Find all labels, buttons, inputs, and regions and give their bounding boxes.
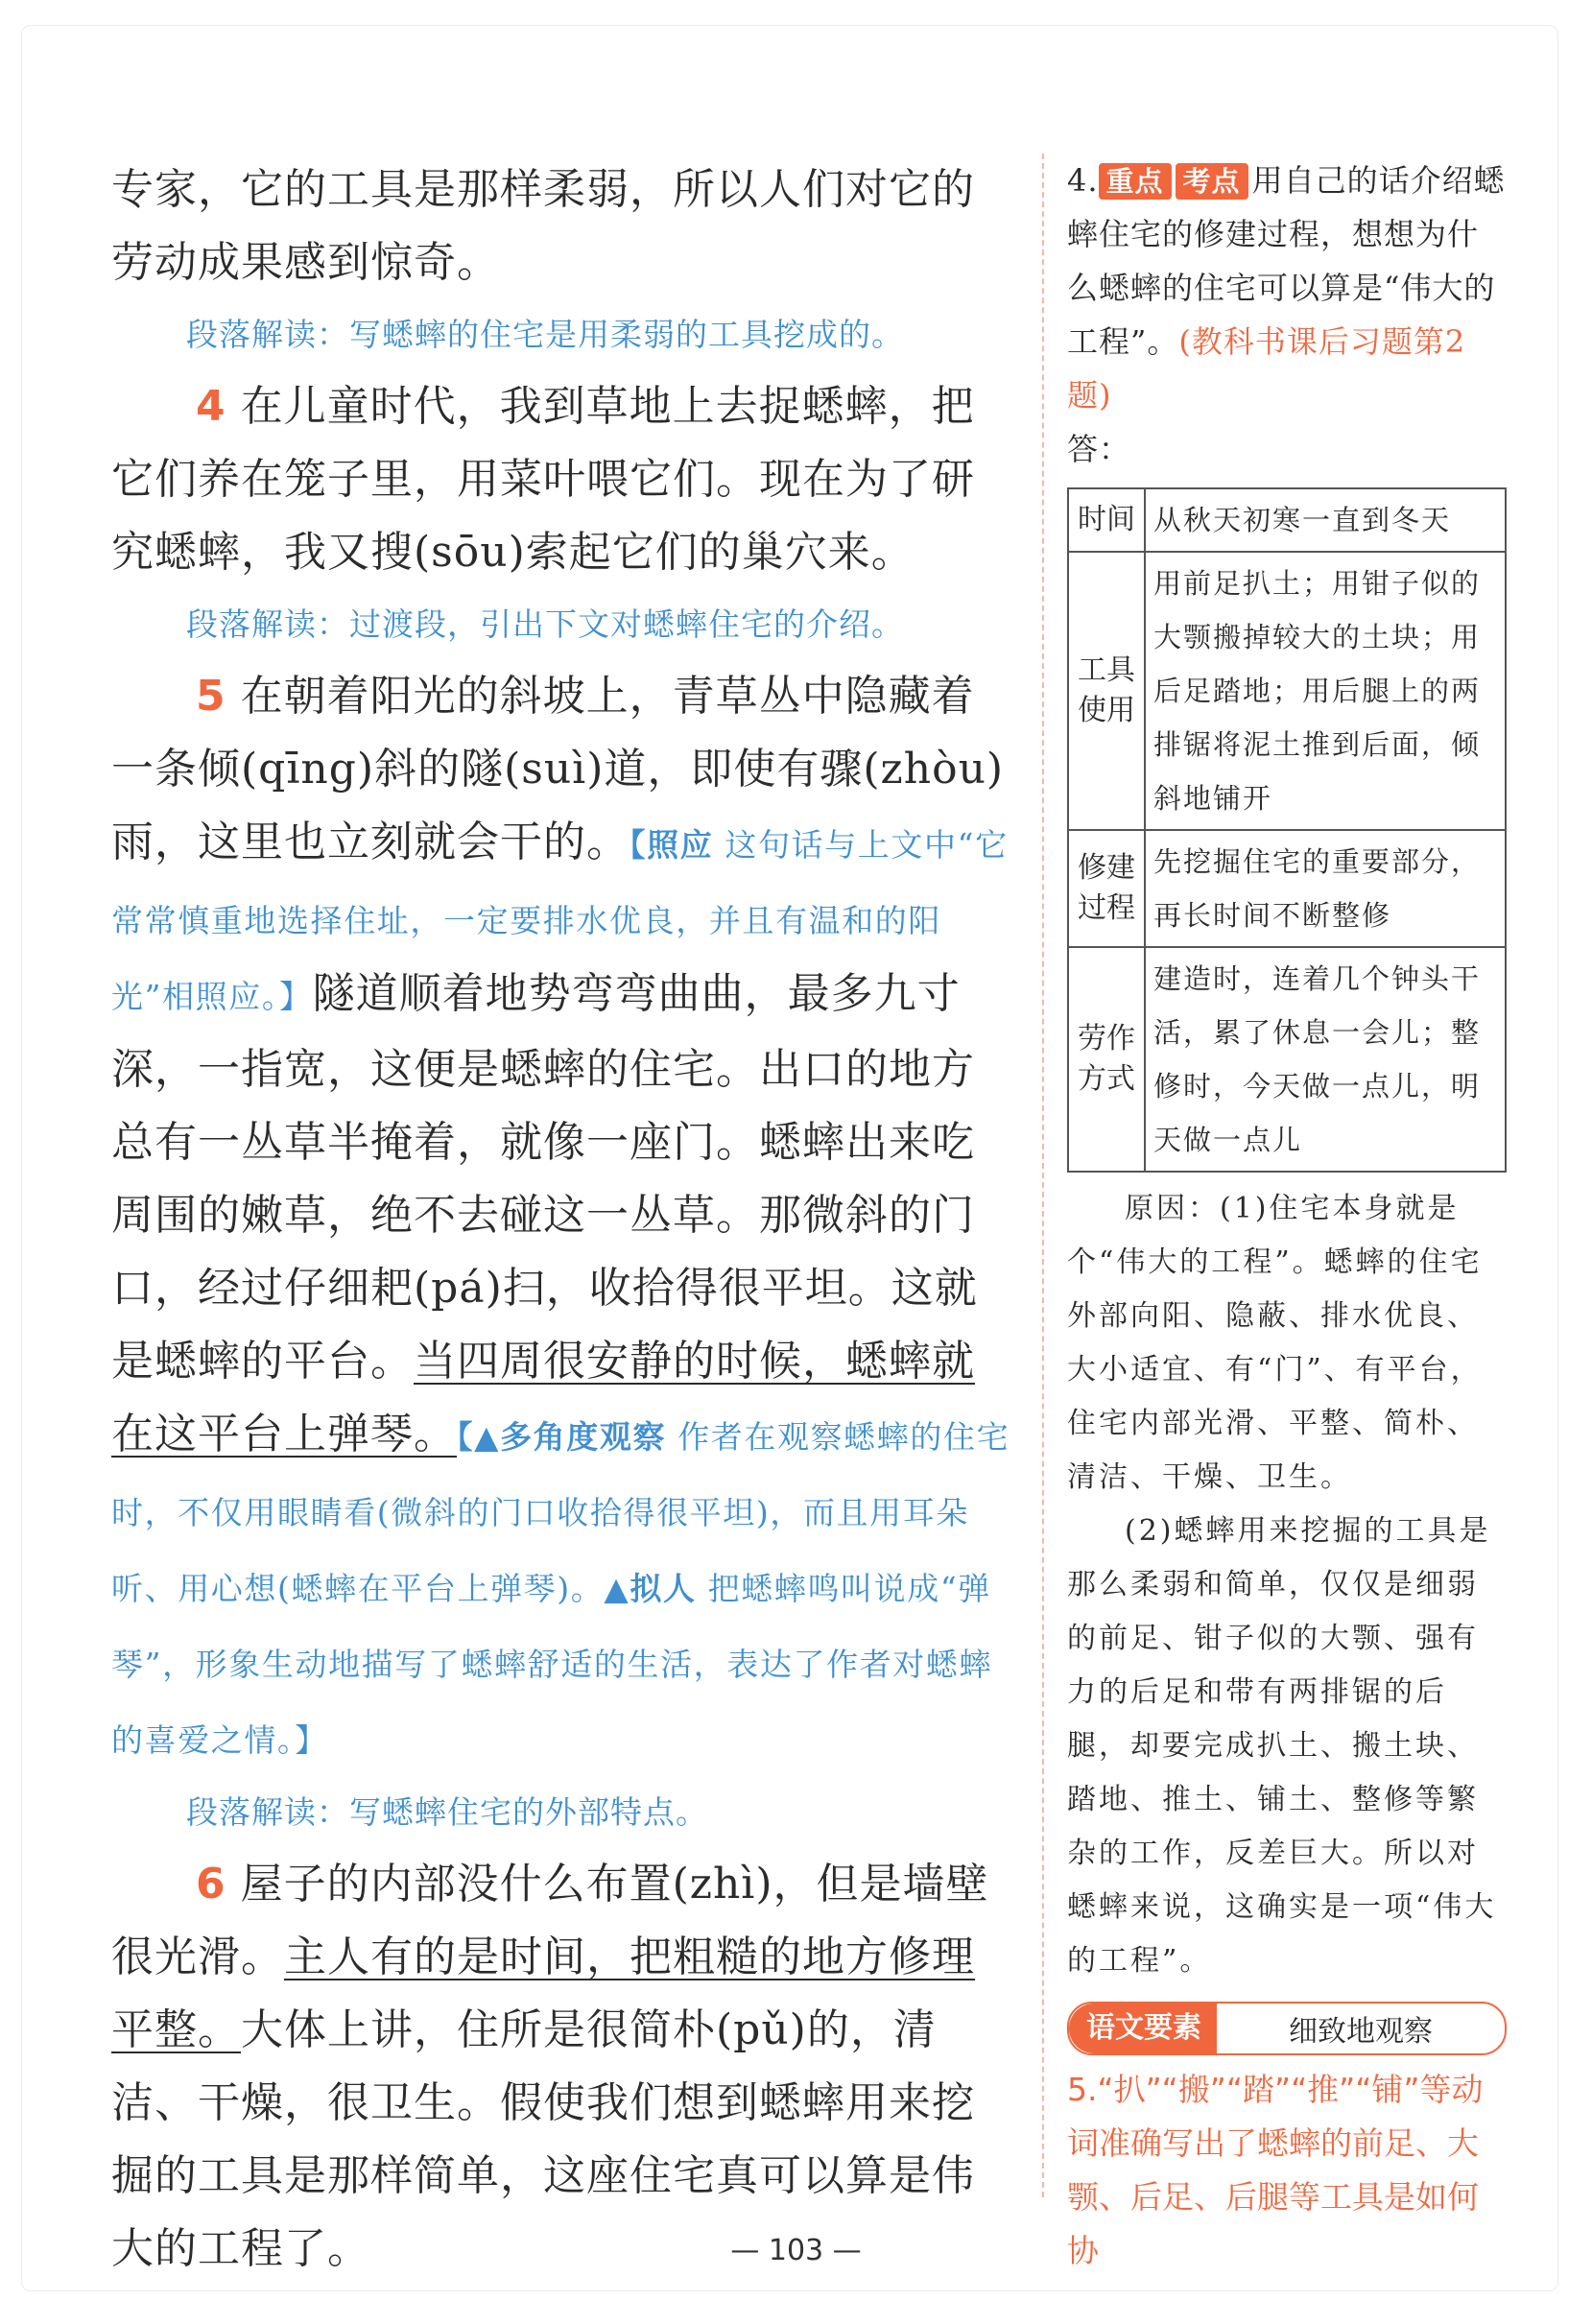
question-4-number: 4. <box>1067 162 1099 199</box>
paragraph-6-text-a: 屋子的内部没什么布置(zhì)，但是墙壁很光滑。 <box>111 1860 989 1981</box>
table-value: 建造时，连着几个钟头干活，累了休息一会儿；整修时，今天做一点儿，明天做一点儿 <box>1145 947 1506 1172</box>
question-5: 5.“扒”“搬”“踏”“推”“铺”等动词准确写出了蟋蟀的前足、大颚、后足、后腿等工具是如何协 <box>1067 2071 1484 2269</box>
paragraph-number-5: 5 <box>196 672 226 721</box>
answer-table <box>1067 487 1507 1173</box>
question-4-source: (教科书课后习题第2题) <box>1067 323 1466 414</box>
reason-1: 原因：(1)住宅本身就是个“伟大的工程”。蟋蟀的住宅外部向阳、隐蔽、排水优良、大小适宜、有“门”、有平台，住宅内部光滑、平整、简朴、清洁、干燥、卫生。 <box>1067 1192 1483 1494</box>
table-row <box>1068 552 1506 830</box>
paragraph-5 <box>111 660 1013 1777</box>
table-value: 先挖掘住宅的重要部分，再长时间不断整修 <box>1145 830 1506 947</box>
annotation-echo-text: 这句话与上文中“它常常慎重地选择住址，一定要排水优良，并且有温和的阳光”相照应。】 <box>111 826 1009 1015</box>
section-banner <box>1067 2002 1507 2055</box>
column-divider <box>1042 154 1044 2197</box>
table-row <box>1068 830 1506 947</box>
table-row <box>1068 947 1506 1172</box>
tag-key-point: 重点 <box>1099 163 1172 200</box>
paragraph-3-summary: 段落解读：写蟋蟀的住宅是用柔弱的工具挖成的。 <box>186 316 904 353</box>
table-key: 劳作方式 <box>1068 947 1145 1172</box>
table-key: 工具使用 <box>1068 552 1145 830</box>
paragraph-5-underlined: 当四周很安静的时候，蟋蟀就在这平台上弹琴。 <box>111 1337 975 1458</box>
exercise-column <box>1067 154 1509 2278</box>
paragraph-4 <box>111 370 1013 589</box>
paragraph-number-4: 4 <box>196 382 226 431</box>
paragraph-5-text-a: 在朝着阳光的斜坡上，青草丛中隐藏着一条倾(qīng)斜的隧(suì)道，即使有骤(zhòu)雨，这里也立刻就会干的。 <box>111 672 1005 866</box>
table-key: 时间 <box>1068 488 1145 552</box>
banner-topic: 细致地观察 <box>1289 2015 1433 2049</box>
page-number: — 103 — <box>730 2234 862 2267</box>
annotation-personification-tag: ▲拟人 <box>604 1570 697 1607</box>
table-value: 用前足扒土；用钳子似的大颚搬掉较大的土块；用后足踏地；用后腿上的两排锯将泥土推到后面，倾斜地铺开 <box>1145 552 1506 830</box>
table-value: 从秋天初寒一直到冬天 <box>1145 488 1506 552</box>
annotation-echo-tag: 【照应 <box>630 826 714 864</box>
paragraph-5-text-b: 隧道顺着地势弯弯曲曲，最多九寸深，一指宽，这便是蟋蟀的住宅。出口的地方总有一丛草半掩着，就像一座门。蟋蟀出来吃周围的嫩草，绝不去碰这一丛草。那微斜的门口，经过仔细耙(pá)扫，收拾得很平坦。这就是蟋蟀的平台。 <box>111 969 978 1386</box>
annotation-observation-tag: 【▲多角度观察 <box>457 1418 667 1456</box>
paragraph-5-summary: 段落解读：写蟋蟀住宅的外部特点。 <box>186 1793 708 1831</box>
annotation-personification-text: 把蟋蟀鸣叫说成“弹琴”，形象生动地描写了蟋蟀舒适的生活，表达了作者对蟋蟀的喜爱之情。】 <box>111 1570 993 1759</box>
paragraph-number-6: 6 <box>196 1860 226 1909</box>
annotation-observation <box>111 1418 1010 1759</box>
answer-label: 答： <box>1067 431 1131 467</box>
paragraph-4-text: 在儿童时代，我到草地上去捉蟋蟀，把它们养在笼子里，用菜叶喂它们。现在为了研究蟋蟀，我又搜(sōu)索起它们的巢穴来。 <box>111 382 975 577</box>
reason-2: (2)蟋蟀用来挖掘的工具是那么柔弱和简单，仅仅是细弱的前足、钳子似的大颚、强有力的后足和带有两排锯的后腿，却要完成扒土、搬土块、踏地、推土、铺土、整修等繁杂的工作，反差巨大。所以对蟋蟀来说，这确实是一项“伟大的工程”。 <box>1067 1514 1497 1978</box>
paragraph-6-underlined: 主人有的是时间，把粗糙的地方修理平整。 <box>111 1933 975 2054</box>
tag-exam-point: 考点 <box>1176 163 1248 200</box>
question-4-text: 用自己的话介绍蟋蟀住宅的修建过程，想想为什么蟋蟀的住宅可以算是“伟大的工程”。 <box>1067 162 1506 360</box>
article-column <box>111 154 1013 2286</box>
paragraph-6 <box>111 1848 1013 2286</box>
banner-label: 语文要素 <box>1069 2004 1217 2053</box>
question-4 <box>1067 154 1509 422</box>
paragraph-4-summary: 段落解读：过渡段，引出下文对蟋蟀住宅的介绍。 <box>186 605 904 643</box>
paragraph-3-end: 专家，它的工具是那样柔弱，所以人们对它的劳动成果感到惊奇。 <box>111 165 975 287</box>
table-row <box>1068 488 1506 552</box>
table-key: 修建过程 <box>1068 830 1145 947</box>
paragraph-6-text-b: 大体上讲，住所是很简朴(pǔ)的，清洁、干燥，很卫生。假使我们想到蟋蟀用来挖掘的工具是那样简单，这座住宅真可以算是伟大的工程了。 <box>111 2005 975 2273</box>
annotation-observation-text: 作者在观察蟋蟀的住宅时，不仅用眼睛看(微斜的门口收拾得很平坦)，而且用耳朵听、用心想(蟋蟀在平台上弹琴)。 <box>111 1418 1010 1607</box>
